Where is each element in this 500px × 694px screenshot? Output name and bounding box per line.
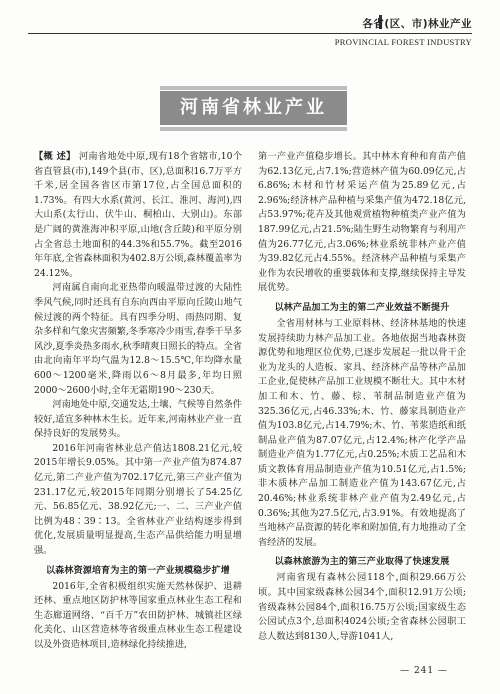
header-rule bbox=[28, 33, 472, 34]
left-column bbox=[34, 150, 242, 653]
tertiary-industry-paragraph: 河南省现有森林公园118个,面积29.66万公顷。其中国家级森林公园34个,面积12.91万公顷;省级森林公园84个,面积16.75万公顷;国家级生态公园试点3个,总面积4024公顷;全省森林公园职工总人数达到8130人,导游1041人, bbox=[258, 572, 466, 642]
tertiary-industry-heading: 以森林旅游为主的第三产业取得了快速发展 bbox=[274, 557, 450, 568]
title-top-bar bbox=[160, 86, 347, 90]
title-bottom-bar bbox=[160, 127, 347, 131]
climate-paragraph: 河南属自南向北亚热带向暖温带过渡的大陆性季风气候,同时还具有自东向西由平原向丘陵山地气候过渡的两个特征。具有四季分明、雨热同期、复杂多样和气象灾害频繁,冬季寒冷少雨雪,春季干旱多风沙,夏季炎热多雨水,秋季晴爽日照长的特点。全省由北向南年平均气温为12.8～15.5℃,年均降水量600～1200毫米,降雨以6～8月最多,年均日照2000～2600小时,全年无霜期190～230天。 bbox=[34, 282, 242, 396]
overview-paragraph bbox=[34, 150, 242, 281]
primary-industry-heading: 以森林资源培育为主的第一产业规模稳步扩增 bbox=[45, 565, 230, 576]
output-paragraph: 2016年河南省林业总产值达1808.21亿元,较2015年增长9.05%。其中第一产业产值为874.87亿元,第二产业产值为702.17亿元,第三产业产值为231.17亿元,较2015年同期分别增长了54.25亿元、56.85亿元、38.92亿元;一、二、三产业产值比例为48∶39∶13。全省林业产业结构逐步得到优化,发展质量明显提高,生态产品供给能力明显增强。 bbox=[34, 442, 242, 557]
secondary-industry-heading: 以林产品加工为主的第二产业效益不断提升 bbox=[274, 302, 450, 313]
transport-paragraph: 河南地处中原,交通发达,土壤、气候等自然条件较好,适宜多种林木生长。近年来,河南林业产业一直保持良好的发展势头。 bbox=[34, 399, 242, 440]
overview-text: 河南省地处中原,现有18个省辖市,10个省直管县(市),149个县(市、区),总面积16.7万平方千米,居全国各省区市第17位,占全国总面积的1.73%。有四大水系(黄河、长江、淮河、海河),四大山系(太行山、伏牛山、桐柏山、大别山)。东部是广阔的黄淮海冲积平原,山地(含丘陵)和平原分别占全省总土地面积的44.3%和55.7%。截至2016年年底,全省森林面积为402.8万公顷,森林覆盖率为24.12%。 bbox=[34, 151, 243, 279]
page-title: 河南省林业产业 bbox=[180, 97, 327, 118]
right-column bbox=[258, 150, 466, 644]
page-number: — 241 — bbox=[400, 666, 448, 676]
primary-industry-paragraph: 2016年,全省积极组织实施天然林保护、退耕还林、重点地区防护林等国家重点林业生态工程和生态廊道网络、“百千万”农田防护林、城镇社区绿化美化、山区营造林等省级重点林业生态工程建设以及外资造林项目,造林绿化持续推进, bbox=[34, 580, 242, 650]
section-header-chinese: 各省(区、市)林业产业 bbox=[362, 18, 472, 30]
overview-tag: 【概 述】 bbox=[34, 151, 76, 162]
secondary-industry-paragraph: 全省用材林与工业原料林、经济林基地的快速发展持续助力林产品加工业。各地依据当地森林资源优势和地理区位优势,已逐步发展起一批以骨干企业为龙头的人造板、家具、经济林产品等林产品加工企业,促使林产品加工业规模不断壮大。其中木材加工和木、竹、藤、棕、苇制品制造业产值为325.36亿元,占46.33%;木、竹、藤家具制造业产值为103.8亿元,占14.79%;木、竹、苇浆造纸和纸制品业产值为87.07亿元,占12.4%;林产化学产品制造业产值为1.77亿元,占0.25%;木质工艺品和木质文教体育用品制造业产值为10.51亿元,占1.5%;非木质林产品加工制造业产值为143.67亿元,占20.46%;林业系统非林产业产值为2.49亿元,占0.36%;其他为27.5亿元,占3.91%。有效地提高了当地林产品资源的转化率和附加值,有力地推动了全省经济的发展。 bbox=[258, 317, 466, 548]
primary-output-paragraph: 第一产业产值稳步增长。其中林木育种和育苗产值为62.13亿元,占7.1%;营造林产值为60.09亿元,占6.86%;木材和竹材采运产值为25.89亿元,占2.96%;经济林产品种植与采集产值为472.18亿元,占53.97%;花卉及其他观赏植物种植类产业产值为187.99亿元,占21.5%;陆生野生动物繁育与利用产值为26.77亿元,占3.06%;林业系统非林产业产值为39.82亿元占4.55%。经济林产品种植与采集产业作为农民增收的重要载体和支撑,继续保持主导发展优势。 bbox=[258, 151, 466, 294]
section-header-english: PROVINCIAL FOREST INDUSTRY bbox=[334, 37, 472, 47]
